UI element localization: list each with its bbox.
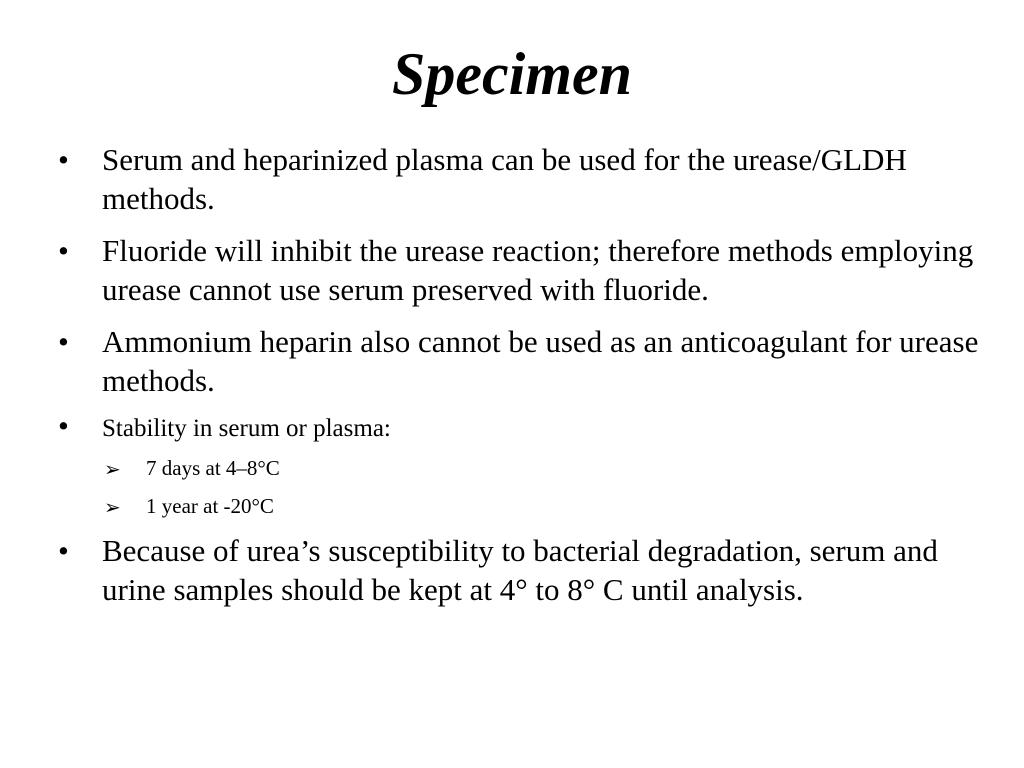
sub-bullet-item: [58, 491, 988, 521]
sub-bullet-text: 1 year at -20°C: [146, 494, 274, 518]
bullet-dot: •: [58, 533, 69, 568]
bullet-text: Because of urea’s susceptibility to bacterial degradation, serum and urine samples should be kept at 4° to 8° C until analysis.: [102, 533, 938, 607]
bullet-item: [58, 140, 988, 218]
sub-bullet-item: [58, 453, 988, 483]
bullet-item: [58, 231, 988, 309]
bullet-item: [58, 408, 988, 445]
bullet-item: [58, 322, 988, 400]
arrowhead-bullet-icon: ➢: [104, 495, 121, 519]
bullet-dot: •: [58, 324, 69, 359]
arrowhead-bullet-icon: ➢: [104, 457, 121, 481]
bullet-dot: •: [58, 233, 69, 268]
bullet-text: Ammonium heparin also cannot be used as an anticoagulant for urease methods.: [102, 324, 979, 398]
bullet-item: [58, 531, 988, 609]
bullet-text: Stability in serum or plasma:: [102, 415, 391, 442]
bullet-list: [58, 140, 988, 622]
bullet-dot: •: [58, 142, 69, 177]
bullet-text: Serum and heparinized plasma can be used for the urease/GLDH methods.: [102, 142, 907, 216]
bullet-dot: •: [58, 408, 69, 443]
bullet-text: Fluoride will inhibit the urease reaction; therefore methods employing urease cannot use serum preserved with fluoride.: [102, 233, 974, 307]
sub-bullet-text: 7 days at 4–8°C: [146, 456, 280, 480]
slide-title: Specimen: [392, 41, 632, 107]
